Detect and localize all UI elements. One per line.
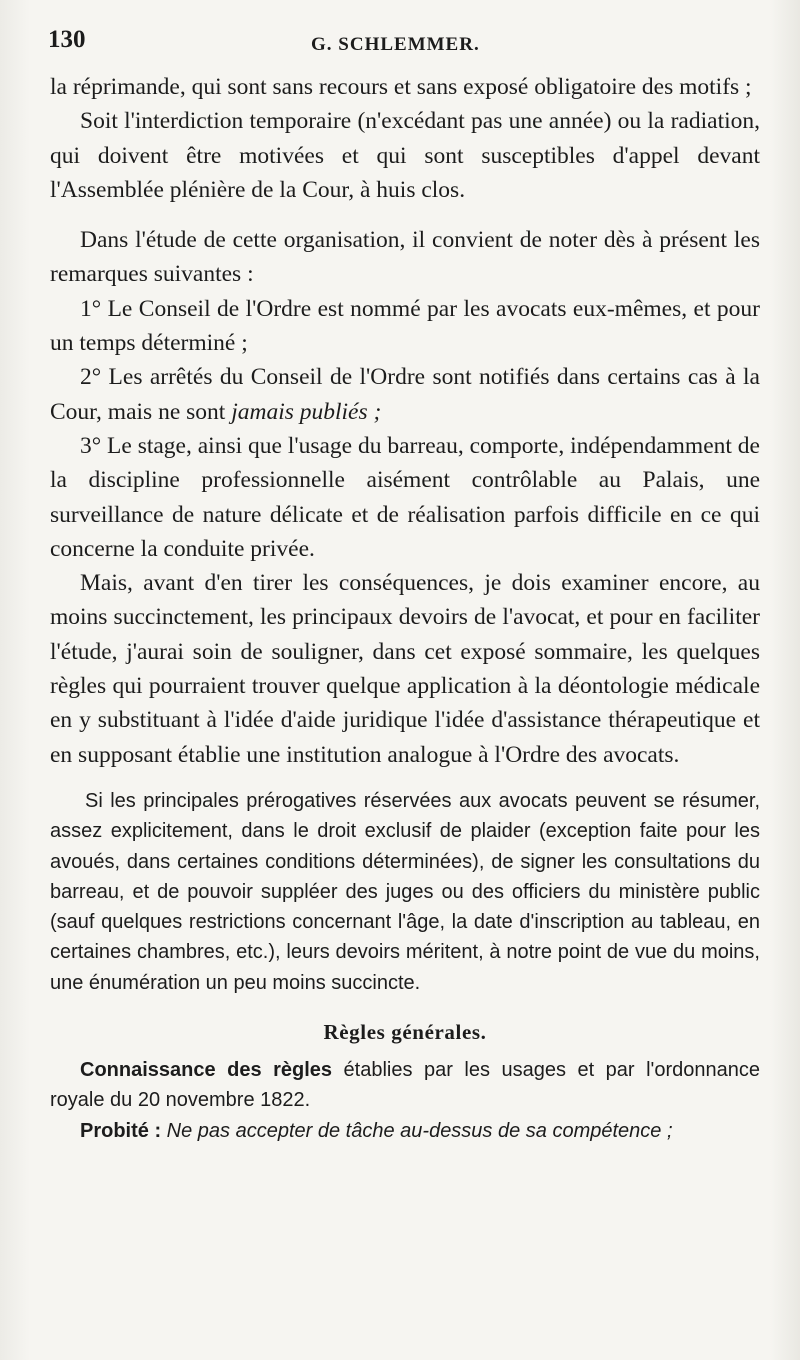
rule-connaissance (50, 1055, 760, 1116)
paragraph-consequences: Mais, avant d'en tirer les conséquences, je dois examiner encore, au moins succinctement, les principaux devoirs de l'avocat, et pour en faciliter l'étude, j'aurai soin de souligner, dans cet exposé sommaire, les quelques règles qui pourraient trouver quelque application à la déontologie médicale en y substituant à l'idée d'aide juridique l'idée d'assistance thérapeutique et en supposant établie une institution analogue à l'Ordre des avocats. (50, 570, 760, 768)
paragraph-interdiction: Soit l'interdiction temporaire (n'excédant pas une année) ou la radiation, qui doivent être motivées et qui sont susceptibles d'appel devant l'Assemblée plénière de la Cour, à huis clos. (50, 108, 760, 203)
page-body (50, 70, 760, 1146)
paragraph-reprimande: la réprimande, qui sont sans recours et sans exposé obligatoire des motifs ; (50, 74, 752, 100)
paragraph-prerogatives: Si les principales prérogatives réservées aux avocats peuvent se résumer, assez explicitement, dans le droit exclusif de plaider (exception faite pour les avoués, dans certaines conditions déterminées), de signer les consultations du barreau, et de pouvoir suppléer des juges ou des officiers du ministère public (sauf quelques restrictions concernant l'âge, la date d'inscription au tableau, en certaines chambres, etc.), leurs devoirs méritent, à notre point de vue du moins, une énumération un peu moins succincte. (50, 789, 760, 994)
rule-connaissance-label: Connaissance des règles (80, 1059, 333, 1082)
point-2-emphasis: jamais publiés ; (231, 398, 382, 425)
main-text-block (50, 70, 760, 772)
page-header (48, 26, 770, 66)
running-head: G. SCHLEMMER. (311, 34, 480, 55)
point-2-text: 2° Les arrêtés du Conseil de l'Ordre sont notifiés dans certains cas à la Cour, mais ne sont (50, 364, 760, 425)
rule-probite-text: Ne pas accepter de tâche au-dessus de sa compétence ; (161, 1119, 673, 1142)
page-number: 130 (48, 26, 86, 53)
rules-list (50, 1055, 760, 1146)
paragraph-remarques: Dans l'étude de cette organisation, il convient de noter dès à présent les remarques suivantes : (50, 227, 760, 288)
rule-probite (50, 1116, 760, 1146)
paragraph-point-3: 3° Le stage, ainsi que l'usage du barreau, comporte, indépendamment de la discipline professionnelle aisément contrôlable au Palais, une surveillance de nature délicate et de réalisation parfois difficile en ce qui concerne la conduite privée. (50, 432, 760, 562)
secondary-text-block (50, 786, 760, 998)
paragraph-gap (50, 207, 760, 223)
section-heading: Règles générales. (323, 1020, 487, 1045)
rule-connaissance-text: établies par les usages et par l'ordonnance royale du 20 novembre 1822. (50, 1059, 761, 1112)
paragraph-point-1: 1° Le Conseil de l'Ordre est nommé par les avocats eux-mêmes, et pour un temps déterminé ; (50, 295, 760, 357)
paragraph-point-2 (50, 360, 760, 429)
rule-probite-label: Probité : (80, 1119, 162, 1142)
